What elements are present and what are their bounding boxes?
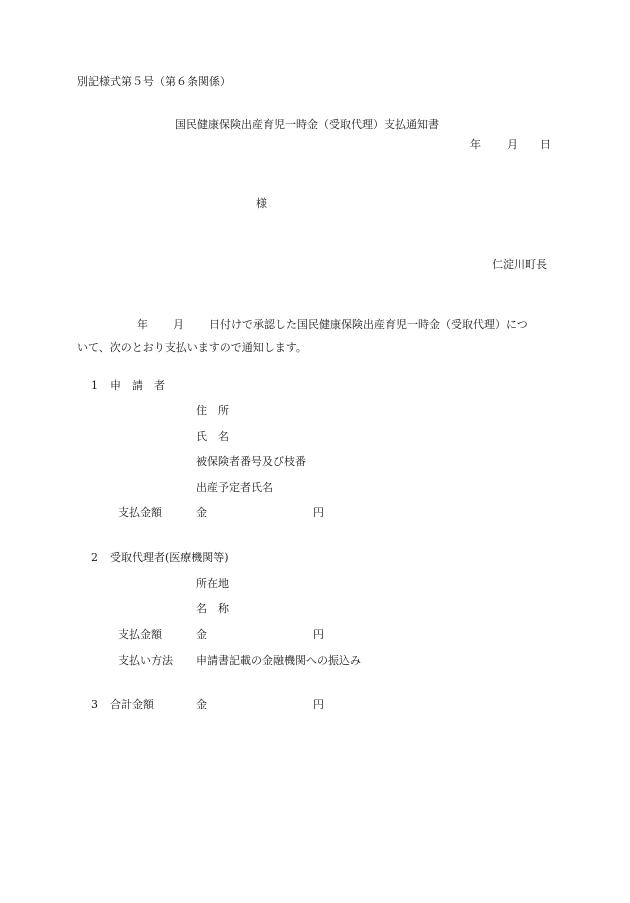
field-location: 所在地 — [196, 577, 229, 590]
form-number: 別記様式第５号（第６条関係） — [77, 75, 231, 88]
sender-name: 仁淀川町長 — [492, 258, 547, 271]
section3-amount-prefix: 金 — [196, 698, 207, 711]
date-day: 日 — [540, 138, 551, 151]
body-month: 月 — [173, 318, 184, 331]
field-expectant-mother: 出産予定者氏名 — [196, 481, 273, 494]
section2-amount-unit: 円 — [313, 628, 324, 641]
section1-amount-unit: 円 — [313, 506, 324, 519]
section2-number: 2 — [91, 551, 98, 564]
section1-number: 1 — [91, 379, 98, 392]
section3-number: 3 — [91, 698, 98, 711]
section3-heading: 合計金額 — [110, 698, 154, 711]
document-title: 国民健康保険出産育児一時金（受取代理）支払通知書 — [175, 118, 439, 131]
section2-amount-prefix: 金 — [196, 628, 207, 641]
body-year: 年 — [137, 318, 148, 331]
section2-heading: 受取代理者(医療機関等) — [110, 551, 229, 564]
section2-amount-label: 支払金額 — [118, 628, 162, 641]
field-address: 住 所 — [196, 404, 229, 417]
section1-amount-label: 支払金額 — [118, 506, 162, 519]
section2-method-value: 申請書記載の金融機関への振込み — [196, 654, 361, 667]
addressee-honorific: 様 — [256, 197, 267, 210]
section1-heading: 申 請 者 — [110, 379, 165, 392]
section3-amount-unit: 円 — [313, 698, 324, 711]
date-year: 年 — [470, 138, 481, 151]
date-month: 月 — [507, 138, 518, 151]
body-line2: いて、次のとおり支払いますので通知します。 — [77, 341, 307, 354]
field-name: 氏 名 — [196, 430, 229, 443]
field-institution-name: 名 称 — [196, 602, 229, 615]
section2-method-label: 支払い方法 — [118, 654, 173, 667]
section1-amount-prefix: 金 — [196, 506, 207, 519]
field-insured-number: 被保険者番号及び枝番 — [196, 455, 306, 468]
body-line1: 日付けで承認した国民健康保険出産育児一時金（受取代理）につ — [209, 318, 528, 331]
